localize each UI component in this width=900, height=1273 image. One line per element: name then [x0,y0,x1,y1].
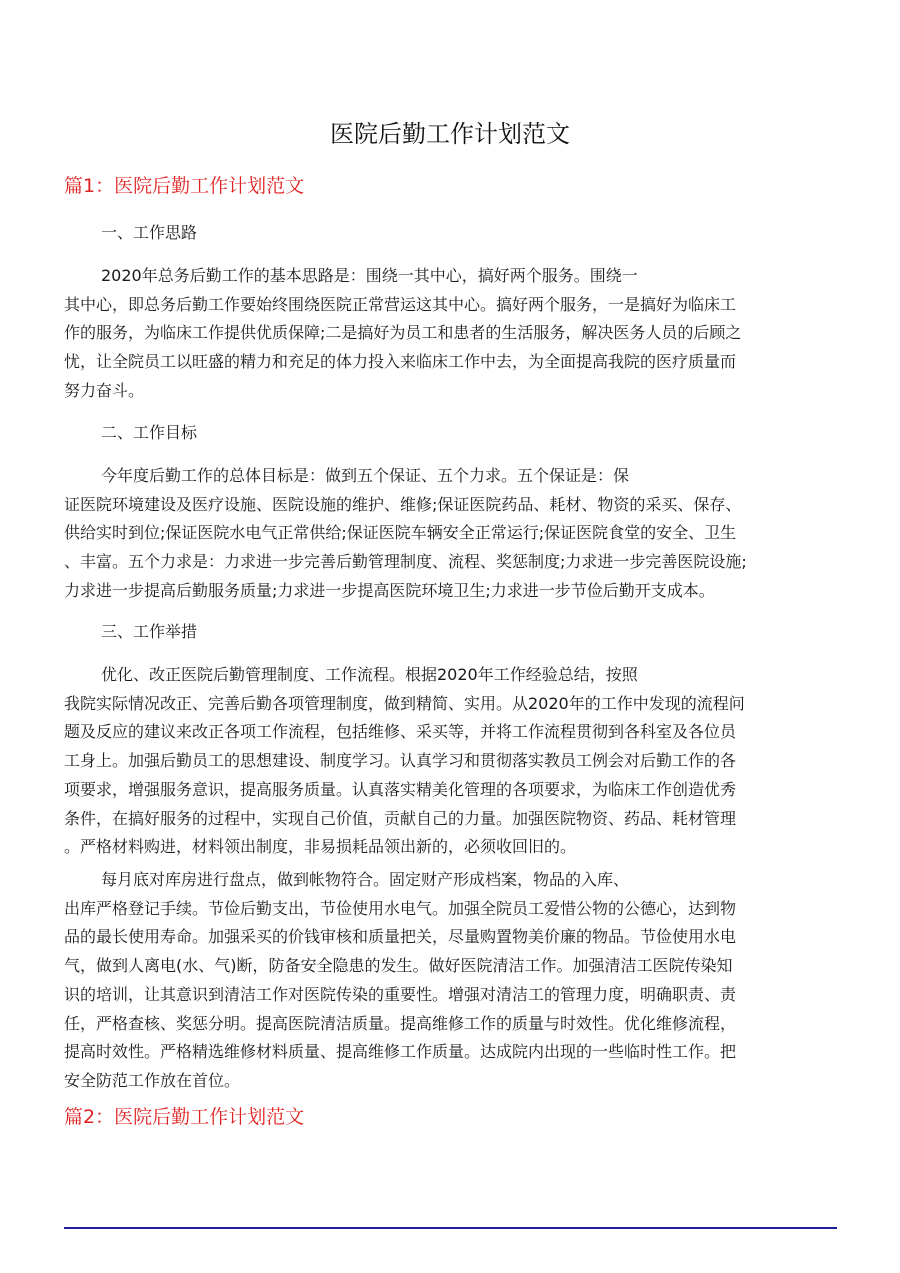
paragraph-line: 安全防范工作放在首位。 [64,1070,241,1090]
paragraph-line: 。严格材料购进，材料领出制度，非易损耗品领出新的，必须收回旧的。 [64,837,577,857]
paragraph-line: 条件，在搞好服务的过程中，实现自己价值，贡献自己的力量。加强医院物资、药品、耗材管理 [64,808,737,828]
paragraph-line: 力求进一步提高后勤服务质量;力求进一步提高医院环境卫生;力求进一步节俭后勤开支成本。 [64,580,715,600]
paragraph-line: 品的最长使用寿命。加强采买的价钱审核和质量把关，尽量购置物美价廉的物品。节俭使用水电 [64,927,737,947]
paragraph-line: 优化、改正医院后勤管理制度、工作流程。根据2020年工作经验总结，按照 [101,665,638,684]
paragraph-line: 、丰富。五个力求是：力求进一步完善后勤管理制度、流程、奖惩制度;力求进一步完善医院设施; [64,552,747,572]
paragraph-line: 供给实时到位;保证医院水电气正常供给;保证医院车辆安全正常运行;保证医院食堂的安全、卫生 [64,523,737,543]
paragraph-line: 任，严格查核、奖惩分明。提高医院清洁质量。提高维修工作的质量与时效性。优化维修流程， [64,1013,737,1033]
paragraph-line: 其中心，即总务后勤工作要始终围绕医院正常营运这其中心。搞好两个服务，一是搞好为临床工 [64,294,737,314]
section-heading-work-measures: 三、工作举措 [101,622,198,641]
paragraph-line: 每月底对库房进行盘点，做到帐物符合。固定财产形成档案，物品的入库、 [101,870,630,889]
paragraph-work-measures-1 [64,661,844,862]
paragraph-line: 作的服务，为临床工作提供优质保障;二是搞好为员工和患者的生活服务，解决医务人员的后顾之 [64,323,742,343]
chapter-2-heading: 篇2：医院后勤工作计划范文 [64,1106,305,1128]
paragraph-line: 努力奋斗。 [64,380,145,400]
paragraph-line: 证医院环境建设及医疗设施、医院设施的维护、维修;保证医院药品、耗材、物资的采买、保存、 [64,494,742,514]
paragraph-line: 提高时效性。严格精选维修材料质量、提高维修工作质量。达成院内出现的一些临时性工作。把 [64,1042,737,1062]
paragraph-work-goals [64,462,844,606]
section-heading-work-approach: 一、工作思路 [101,223,198,242]
paragraph-work-measures-2 [64,866,844,1096]
paragraph-line: 气，做到人离电(水、气)断，防备安全隐患的发生。做好医院清洁工作。加强清洁工医院传染知 [64,956,733,976]
paragraph-work-approach [64,262,844,406]
paragraph-line: 2020年总务后勤工作的基本思路是：围绕一其中心，搞好两个服务。围绕一 [101,266,638,285]
document-title: 医院后勤工作计划范文 [330,120,570,148]
paragraph-line: 项要求，增强服务意识，提高服务质量。认真落实精美化管理的各项要求，为临床工作创造优秀 [64,779,737,799]
chapter-1-heading: 篇1：医院后勤工作计划范文 [64,175,305,197]
paragraph-line: 出库严格登记手续。节俭后勤支出，节俭使用水电气。加强全院员工爱惜公物的公德心，达到物 [64,898,737,918]
paragraph-line: 我院实际情况改正、完善后勤各项管理制度，做到精简、实用。从2020年的工作中发现的流程问 [64,693,745,713]
section-heading-work-goals: 二、工作目标 [101,423,198,442]
paragraph-line: 今年度后勤工作的总体目标是：做到五个保证、五个力求。五个保证是：保 [101,466,630,485]
footer-divider [64,1227,837,1229]
paragraph-line: 工身上。加强后勤员工的思想建设、制度学习。认真学习和贯彻落实教员工例会对后勤工作的各 [64,751,737,771]
paragraph-line: 忧，让全院员工以旺盛的精力和充足的体力投入来临床工作中去，为全面提高我院的医疗质量而 [64,352,737,372]
paragraph-line: 识的培训，让其意识到清洁工作对医院传染的重要性。增强对清洁工的管理力度，明确职责、责 [64,984,737,1004]
paragraph-line: 题及反应的建议来改正各项工作流程，包括维修、采买等，并将工作流程贯彻到各科室及各位员 [64,722,737,742]
